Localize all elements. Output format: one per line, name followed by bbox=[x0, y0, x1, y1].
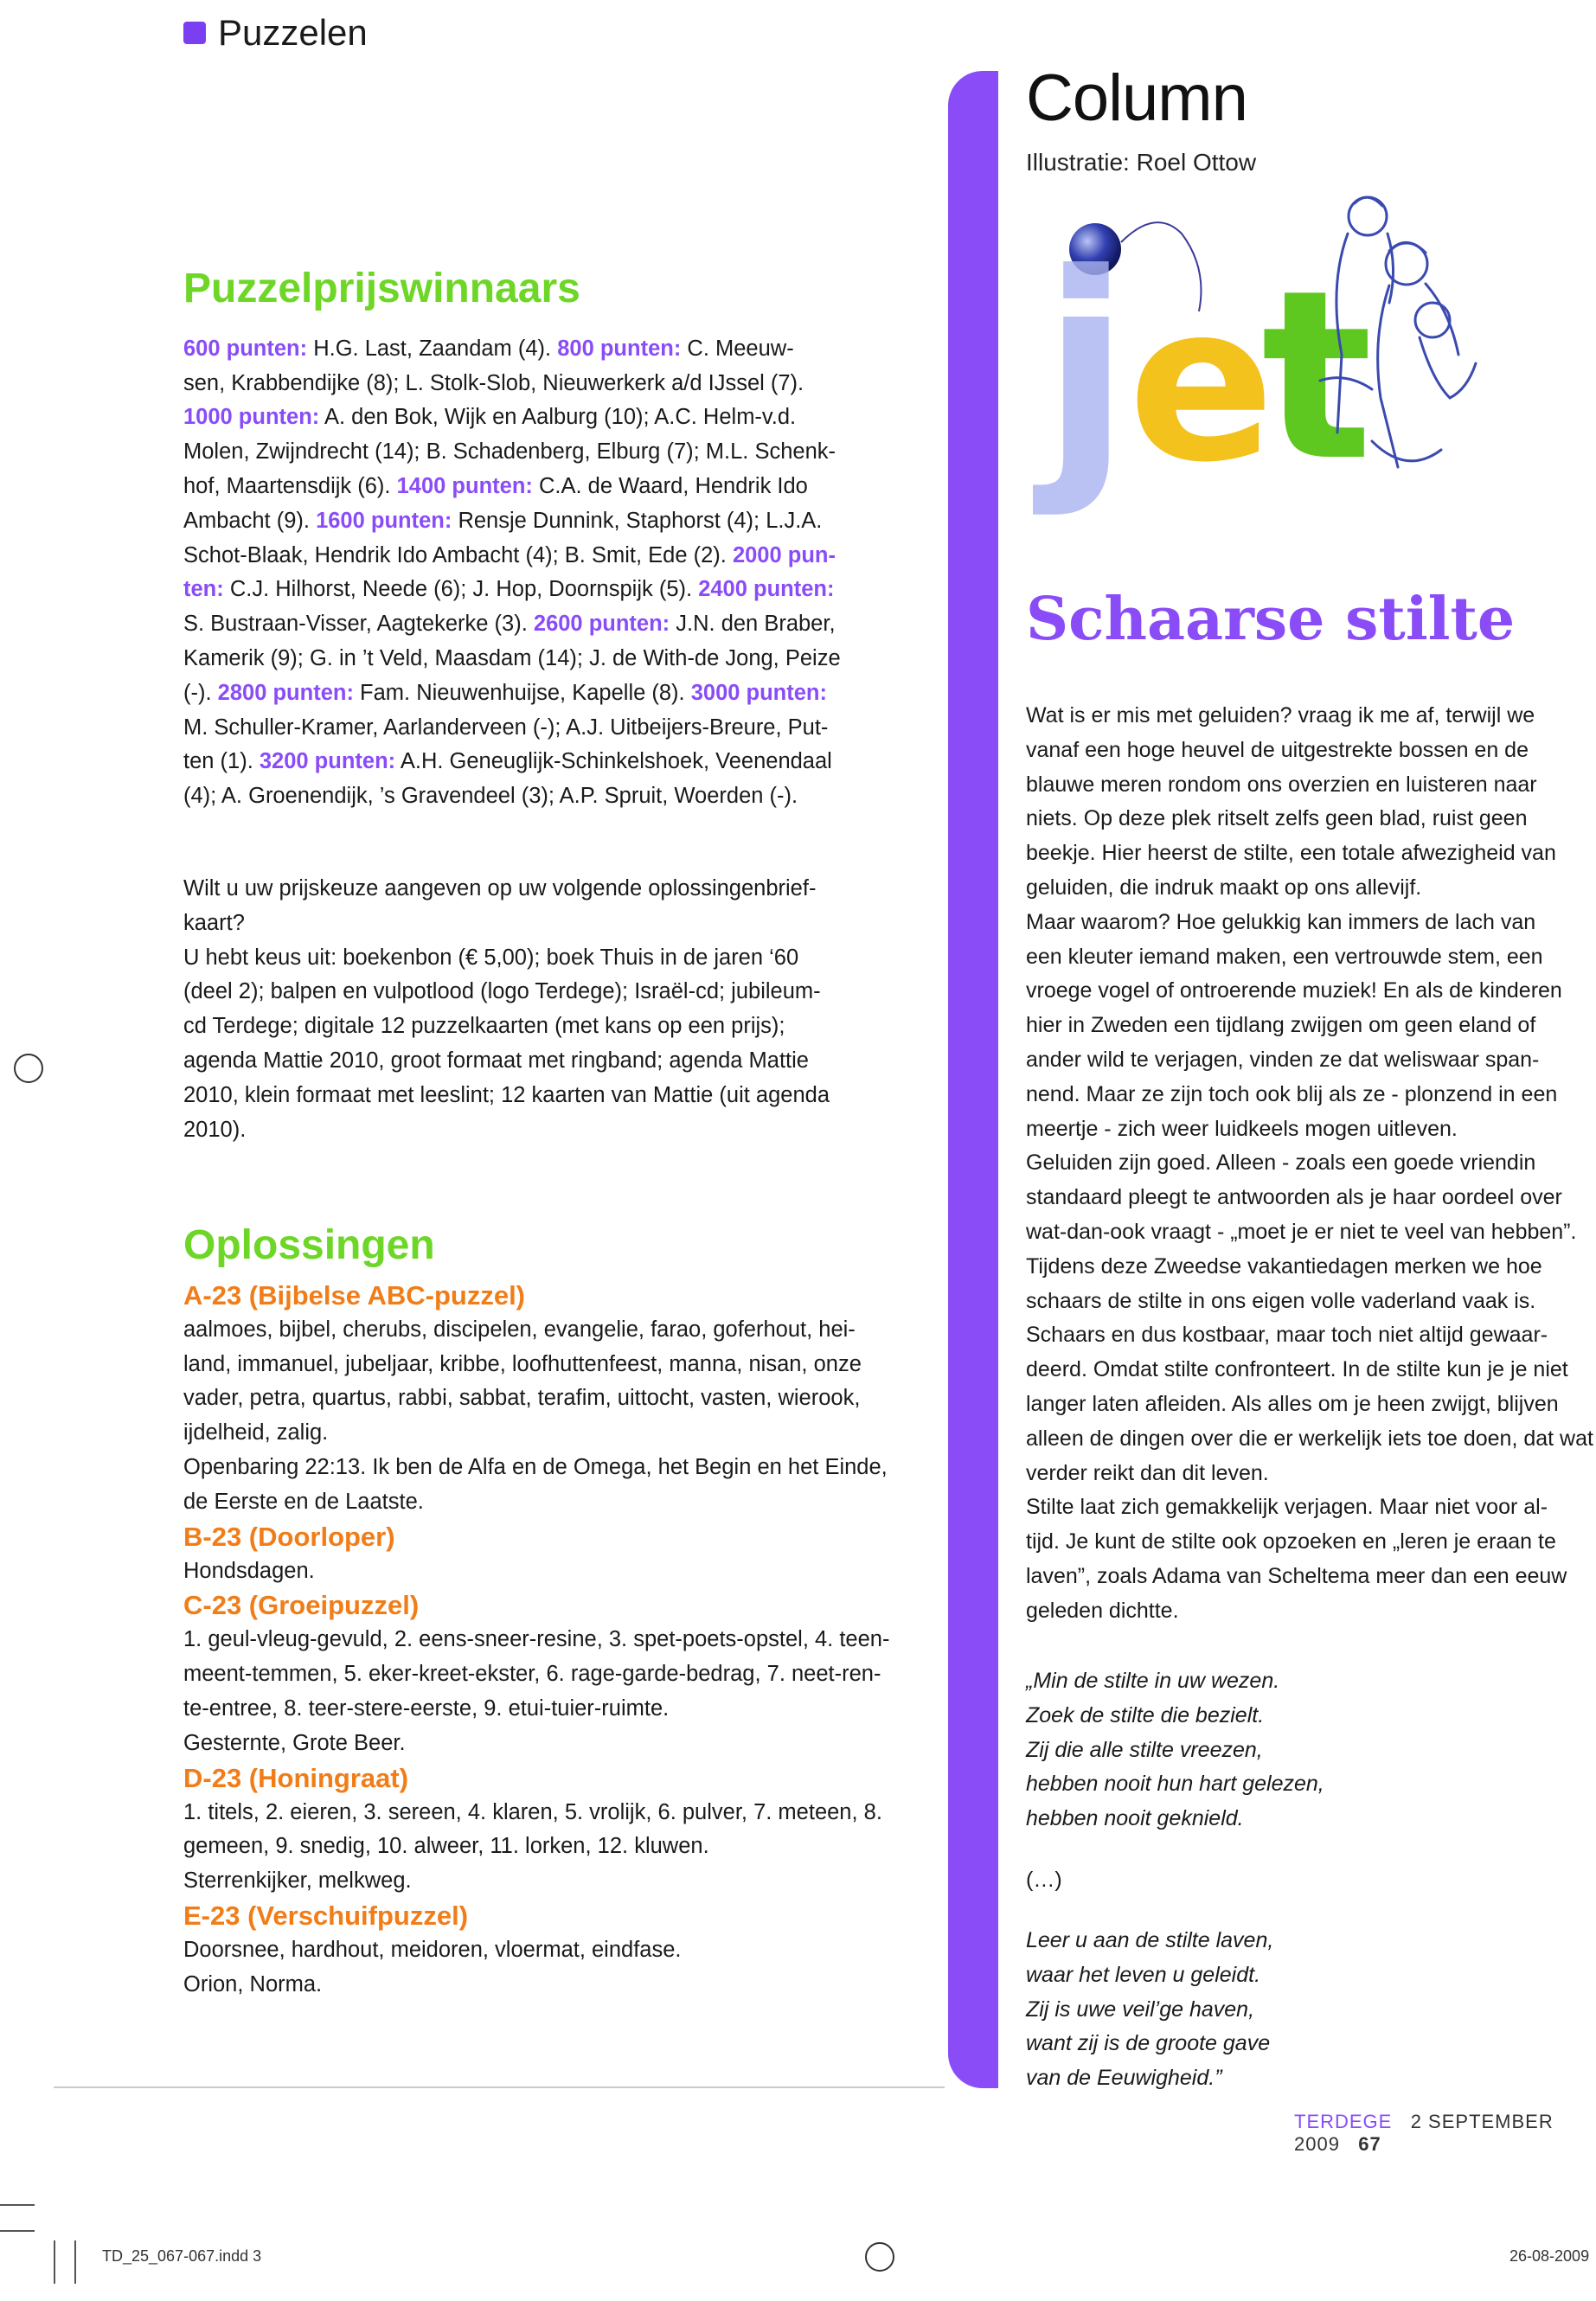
winner-names: Rensje Dunnink, Staphorst (4); L.J.A. bbox=[452, 508, 823, 533]
winners-line bbox=[183, 435, 936, 470]
poem-line: Zij die alle stilte vreezen, bbox=[1026, 1737, 1263, 1762]
section-label: Puzzelen bbox=[218, 12, 368, 53]
column-title: Column bbox=[1026, 61, 1247, 135]
winners-line bbox=[183, 504, 936, 539]
prize-line: 2010, klein formaat met leeslint; 12 kaarten van Mattie (uit agenda bbox=[183, 1082, 830, 1107]
solution-title: D-23 (Honingraat) bbox=[183, 1762, 409, 1793]
winner-names: Schot-Blaak, Hendrik Ido Ambacht (4); B. Smit, Ede (2). bbox=[183, 542, 733, 567]
slug-filename: TD_25_067-067.indd 3 bbox=[102, 2247, 262, 2265]
article-line: Schaars en dus kostbaar, maar toch niet altijd gewaar- bbox=[1026, 1323, 1548, 1348]
article-line: langer laten afleiden. Als alles om je heen zwijgt, blijven bbox=[1026, 1391, 1559, 1416]
poem-line: van de Eeuwigheid.” bbox=[1026, 2066, 1222, 2091]
article-body bbox=[1026, 699, 1596, 1629]
winner-names: ten (1). bbox=[183, 749, 260, 774]
points-label: 1000 punten: bbox=[183, 405, 320, 430]
points-label: 3200 punten: bbox=[259, 749, 396, 774]
article-line: wat-dan-ook vraagt - „moet je er niet te veel van hebben”. bbox=[1026, 1219, 1577, 1244]
article-line: nend. Maar ze zijn toch ook blij als ze - plonzend in een bbox=[1026, 1081, 1558, 1106]
winners-line bbox=[183, 573, 936, 607]
winner-names: S. Bustraan-Visser, Aagtekerke (3). bbox=[183, 612, 534, 637]
section-square-icon bbox=[183, 22, 206, 44]
winners-line bbox=[183, 779, 936, 814]
prize-line: 2010). bbox=[183, 1117, 247, 1142]
footer-rule bbox=[54, 2086, 945, 2088]
prize-line: Wilt u uw prijskeuze aangeven op uw volgende oplossingenbrief- bbox=[183, 876, 817, 901]
illustration-credit: Illustratie: Roel Ottow bbox=[1026, 149, 1257, 176]
article-line: blauwe meren rondom ons overzien en luisteren naar bbox=[1026, 772, 1537, 797]
winner-names: A. den Bok, Wijk en Aalburg (10); A.C. Helm-v.d. bbox=[319, 405, 797, 430]
poem-line: hebben nooit geknield. bbox=[1026, 1806, 1244, 1831]
solution-line: gemeen, 9. snedig, 10. alweer, 11. lorken, 12. kluwen. bbox=[183, 1834, 709, 1859]
winners-line bbox=[183, 332, 936, 367]
points-label: ten: bbox=[183, 577, 224, 602]
poem-line: hebben nooit hun hart gelezen, bbox=[1026, 1772, 1324, 1797]
winner-names: A.H. Geneuglijk-Schinkelshoek, Veenendaal bbox=[395, 749, 832, 774]
registration-mark-left-icon bbox=[14, 1054, 43, 1083]
poem-line: waar het leven u geleidt. bbox=[1026, 1962, 1261, 1987]
winner-names: H.G. Last, Zaandam (4). bbox=[307, 336, 558, 361]
solution-title: E-23 (Verschuifpuzzel) bbox=[183, 1900, 469, 1931]
crop-mark-icon bbox=[74, 2240, 76, 2284]
logo-letter-j: j bbox=[1042, 218, 1131, 519]
solutions-heading: Oplossingen bbox=[183, 1222, 435, 1268]
winner-names: Fam. Nieuwenhuijse, Kapelle (8). bbox=[353, 680, 691, 705]
solution-title: A-23 (Bijbelse ABC-puzzel) bbox=[183, 1279, 526, 1311]
points-label: 2600 punten: bbox=[533, 612, 670, 637]
points-label: 2800 punten: bbox=[217, 680, 354, 705]
solution-line: 1. titels, 2. eieren, 3. sereen, 4. klaren, 5. vrolijk, 6. pulver, 7. meteen, 8. bbox=[183, 1799, 882, 1824]
article-line: Geluiden zijn goed. Alleen - zoals een goede vriendin bbox=[1026, 1150, 1536, 1176]
slug-date: 26-08-2009 bbox=[1509, 2247, 1590, 2265]
prize-line: agenda Mattie 2010, groot formaat met ringband; agenda Mattie bbox=[183, 1048, 809, 1073]
article-line: Wat is er mis met geluiden? vraag ik me af, terwijl we bbox=[1026, 703, 1535, 727]
winner-names: C.J. Hilhorst, Neede (6); J. Hop, Doornspijk (5). bbox=[223, 577, 699, 602]
article-line: geluiden, die indruk maakt op ons allevijf. bbox=[1026, 875, 1422, 900]
winner-names: sen, Krabbendijke (8); L. Stolk-Slob, Nieuwerkerk a/d IJssel (7). bbox=[183, 370, 804, 395]
points-label: 1400 punten: bbox=[396, 473, 533, 498]
poem-stanza-1 bbox=[1026, 1664, 1596, 1836]
solution-line: 1. geul-vleug-gevuld, 2. eens-sneer-resine, 3. spet-poets-opstel, 4. teen- bbox=[183, 1627, 890, 1652]
crop-mark-icon bbox=[54, 2240, 55, 2284]
footer-brand: TERDEGE bbox=[1294, 2111, 1393, 2132]
poem-line: Zij is uwe veil’ge haven, bbox=[1026, 1997, 1255, 2022]
winners-line bbox=[183, 470, 936, 504]
points-label: 800 punten: bbox=[557, 336, 682, 361]
winners-line bbox=[183, 745, 936, 779]
footer-date: 2 SEPTEMBER 2009 bbox=[1294, 2111, 1554, 2155]
prize-choice-text bbox=[183, 872, 936, 1147]
article-line: meertje - zich weer luidkeels mogen uitleven. bbox=[1026, 1116, 1458, 1141]
jet-logo-illustration bbox=[1026, 182, 1493, 519]
article-line: Tijdens deze Zweedse vakantiedagen merken we hoe bbox=[1026, 1253, 1542, 1279]
winner-names: J.N. den Braber, bbox=[670, 612, 836, 637]
article-line: Stilte laat zich gemakkelijk verjagen. Maar niet voor al- bbox=[1026, 1495, 1548, 1520]
solution-line: Sterrenkijker, melkweg. bbox=[183, 1868, 412, 1894]
solution-line: Orion, Norma. bbox=[183, 1971, 323, 1997]
solution-line: Doorsnee, hardhout, meidoren, vloermat, eindfase. bbox=[183, 1937, 682, 1962]
prize-line: kaart? bbox=[183, 910, 245, 935]
poem-line: Leer u aan de stilte laven, bbox=[1026, 1928, 1274, 1952]
solution-line: de Eerste en de Laatste. bbox=[183, 1489, 424, 1514]
winners-heading: Puzzelprijswinnaars bbox=[183, 266, 580, 311]
prize-line: U hebt keus uit: boekenbon (€ 5,00); boek Thuis in de jaren ‘60 bbox=[183, 945, 799, 970]
points-label: 600 punten: bbox=[183, 336, 308, 361]
winner-names: Molen, Zwijndrecht (14); B. Schadenberg, Elburg (7); M.L. Schenk- bbox=[183, 439, 836, 465]
winner-names: Kamerik (9); G. in ’t Veld, Maasdam (14); J. de With-de Jong, Peize bbox=[183, 645, 841, 670]
poem-ellipsis: (…) bbox=[1026, 1868, 1062, 1892]
solution-title: C-23 (Groeipuzzel) bbox=[183, 1590, 420, 1621]
solution-title: B-23 (Doorloper) bbox=[183, 1521, 395, 1552]
crop-mark-icon bbox=[0, 2230, 35, 2232]
poem-line: want zij is de groote gave bbox=[1026, 2031, 1271, 2056]
article-line: deerd. Omdat stilte confronteert. In de stilte kun je je niet bbox=[1026, 1357, 1568, 1382]
winners-line bbox=[183, 367, 936, 401]
solution-line: aalmoes, bijbel, cherubs, discipelen, evangelie, farao, goferhout, hei- bbox=[183, 1317, 856, 1342]
crop-mark-icon bbox=[0, 2204, 35, 2206]
solutions-list bbox=[183, 1279, 936, 2003]
winners-line bbox=[183, 401, 936, 435]
article-line: niets. Op deze plek ritselt zelfs geen blad, ruist geen bbox=[1026, 806, 1528, 831]
poem-stanza-2 bbox=[1026, 1924, 1596, 2096]
article-line: beekje. Hier heerst de stilte, een totale afwezigheid van bbox=[1026, 841, 1556, 866]
winners-line bbox=[183, 539, 936, 574]
article-line: vroege vogel of ontroerende muziek! En als de kinderen bbox=[1026, 978, 1562, 1003]
winner-names: C.A. de Waard, Hendrik Ido bbox=[532, 473, 808, 498]
article-line: tijd. Je kunt de stilte ook opzoeken en „leren je eraan te bbox=[1026, 1529, 1556, 1554]
article-line: een kleuter iemand maken, een vertrouwde stem, een bbox=[1026, 944, 1543, 969]
solution-line: te-entree, 8. teer-stere-eerste, 9. etui-tuier-ruimte. bbox=[183, 1695, 670, 1721]
article-line: ander wild te verjagen, vinden ze dat weliswaar span- bbox=[1026, 1047, 1540, 1072]
points-label: 2400 punten: bbox=[698, 577, 835, 602]
points-label: 1600 punten: bbox=[316, 508, 452, 533]
logo-letter-e: e bbox=[1128, 258, 1275, 510]
winner-names: Ambacht (9). bbox=[183, 508, 317, 533]
winner-names: M. Schuller-Kramer, Aarlanderveen (-); A.J. Uitbeijers-Breure, Put- bbox=[183, 715, 829, 740]
section-tag bbox=[183, 12, 368, 54]
poem-line: Zoek de stilte die bezielt. bbox=[1026, 1702, 1265, 1727]
prize-line: (deel 2); balpen en vulpotlood (logo Terdege); Israël-cd; jubileum- bbox=[183, 979, 821, 1004]
winners-section bbox=[183, 266, 936, 814]
winners-line bbox=[183, 676, 936, 711]
article-line: Maar waarom? Hoe gelukkig kan immers de lach van bbox=[1026, 909, 1536, 934]
solution-line: ijdelheid, zalig. bbox=[183, 1420, 329, 1445]
winners-list bbox=[183, 332, 936, 814]
winner-names: C. Meeuw- bbox=[681, 336, 794, 361]
article-line: vanaf een hoge heuvel de uitgestrekte bossen en de bbox=[1026, 737, 1529, 762]
article-line: hier in Zweden een tijdlang zwijgen om geen eland of bbox=[1026, 1013, 1536, 1038]
article-title: Schaarse stilte bbox=[1026, 585, 1516, 654]
solution-line: meent-temmen, 5. eker-kreet-ekster, 6. rage-garde-bedrag, 7. neet-ren- bbox=[183, 1662, 881, 1687]
article-line: alleen de dingen over die er werkelijk iets toe doen, dat wat bbox=[1026, 1426, 1593, 1451]
logo-letter-t: t bbox=[1261, 240, 1374, 512]
winner-names: hof, Maartensdijk (6). bbox=[183, 473, 397, 498]
solution-line: vader, petra, quartus, rabbi, sabbat, terafim, uittocht, vasten, wierook, bbox=[183, 1386, 861, 1411]
winners-line bbox=[183, 711, 936, 746]
solution-line: Gesternte, Grote Beer. bbox=[183, 1730, 406, 1755]
article-line: geleden dichtte. bbox=[1026, 1598, 1179, 1623]
poem-line: „Min de stilte in uw wezen. bbox=[1026, 1669, 1280, 1693]
registration-mark-icon bbox=[865, 2242, 894, 2272]
winners-line bbox=[183, 607, 936, 642]
page-footer bbox=[1294, 2111, 1596, 2156]
article-line: laven”, zoals Adama van Scheltema meer dan een eeuw bbox=[1026, 1563, 1567, 1588]
prize-line: cd Terdege; digitale 12 puzzelkaarten (met kans op een prijs); bbox=[183, 1014, 785, 1039]
points-label: 2000 pun- bbox=[732, 542, 836, 567]
solutions-section bbox=[183, 1222, 936, 2003]
winner-names: (-). bbox=[183, 680, 218, 705]
solution-line: land, immanuel, jubeljaar, kribbe, loofhuttenfeest, manna, nisan, onze bbox=[183, 1351, 862, 1376]
article-line: standaard pleegt te antwoorden als je haar oordeel over bbox=[1026, 1185, 1562, 1210]
column-divider-bar bbox=[948, 71, 998, 2088]
points-label: 3000 punten: bbox=[690, 680, 828, 705]
solution-line: Hondsdagen. bbox=[183, 1558, 315, 1583]
winners-line bbox=[183, 642, 936, 676]
winner-names: (4); A. Groenendijk, ’s Gravendeel (3); A.P. Spruit, Woerden (-). bbox=[183, 784, 798, 809]
footer-page-number: 67 bbox=[1358, 2133, 1381, 2155]
solution-line: Openbaring 22:13. Ik ben de Alfa en de Omega, het Begin en het Einde, bbox=[183, 1454, 888, 1479]
article-line: verder reikt dan dit leven. bbox=[1026, 1460, 1269, 1485]
article-line: schaars de stilte in ons eigen volle vaderland vaak is. bbox=[1026, 1288, 1536, 1313]
